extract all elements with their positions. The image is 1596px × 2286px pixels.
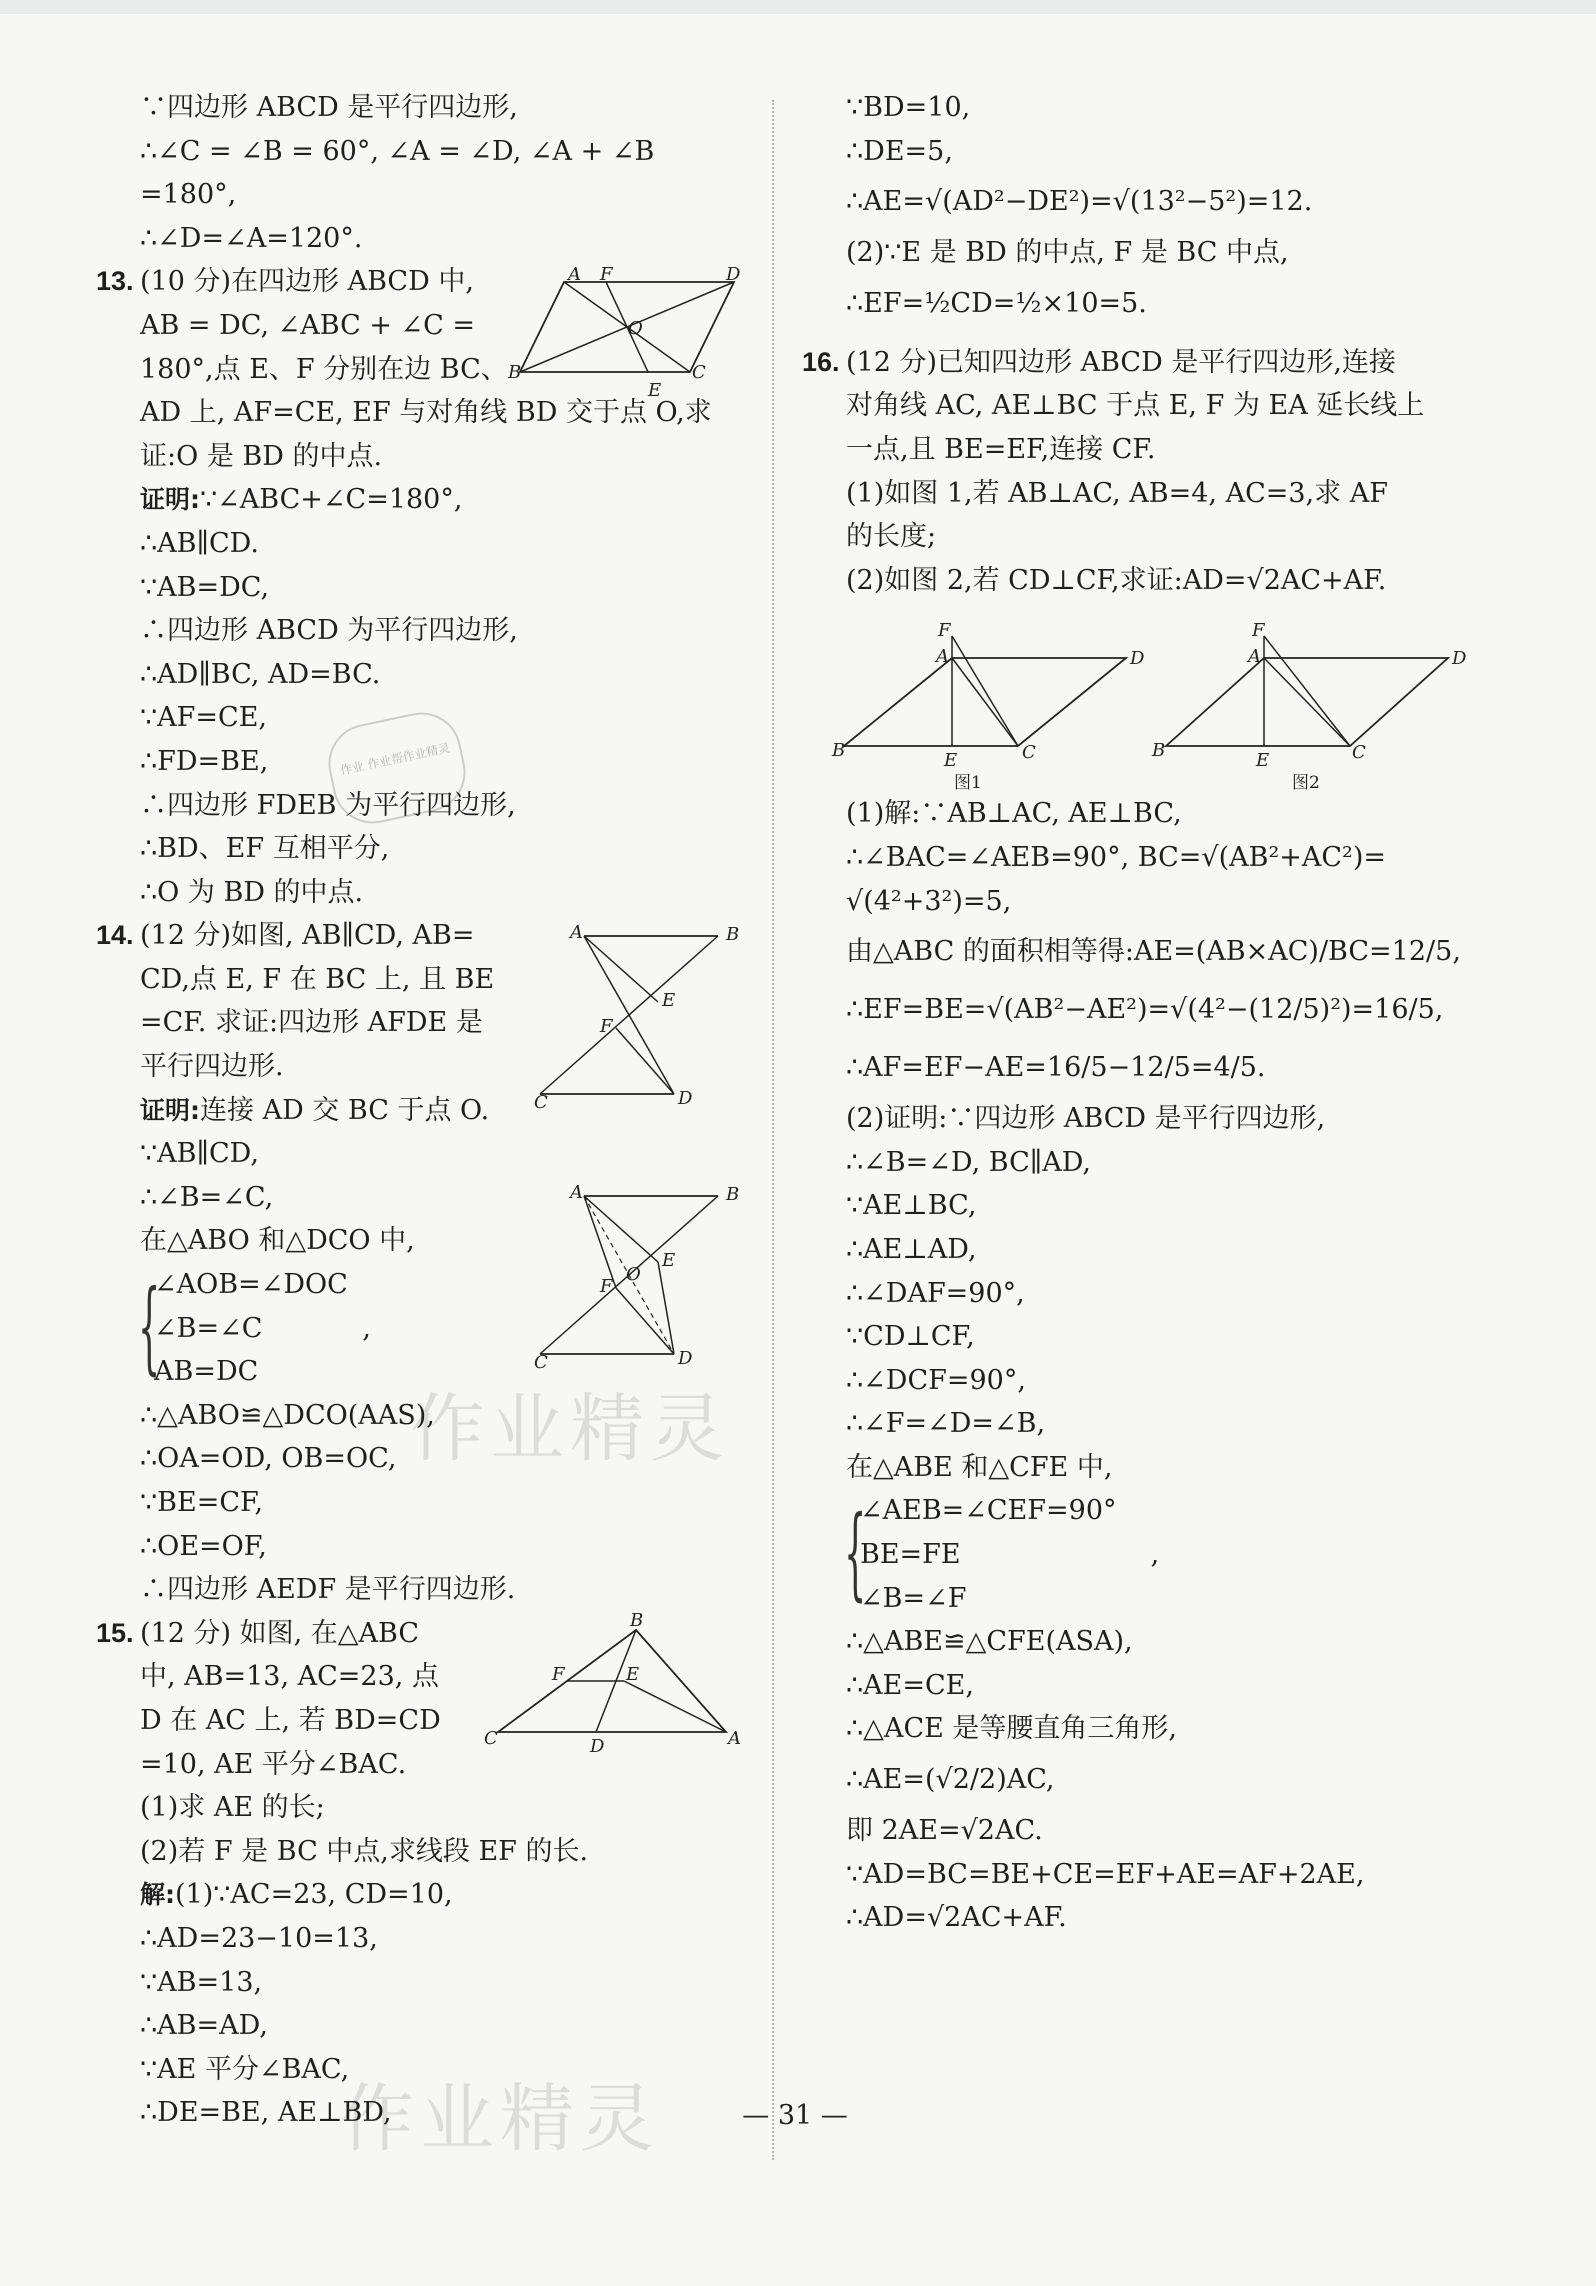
q16-proof-line: ∴∠F=∠D=∠B, bbox=[846, 1408, 1046, 1440]
q14-proof-line: ∵AB∥CD, bbox=[140, 1138, 259, 1170]
svg-text:B: B bbox=[726, 1184, 740, 1205]
q15-cont-line: ∴AE=√(AD²−DE²)=√(13²−5²)=12. bbox=[846, 186, 1313, 218]
svg-text:D: D bbox=[1130, 648, 1145, 669]
column-divider bbox=[772, 100, 774, 2160]
q16-proof-line: ∴△ACE 是等腰直角三角形, bbox=[846, 1713, 1177, 1745]
q16-statement-line: 16. (12 分)已知四边形 ABCD 是平行四边形,连接 bbox=[846, 341, 1466, 385]
svg-text:C: C bbox=[534, 1352, 548, 1373]
q15-solution-line: ∵AE 平分∠BAC, bbox=[140, 2053, 350, 2085]
q16-solution-line: ∴AF=EF−AE=16/5−12/5=4/5. bbox=[846, 1052, 1266, 1084]
svg-text:E: E bbox=[648, 380, 662, 401]
q16-proof-line: ∵AE⊥BC, bbox=[846, 1190, 977, 1222]
q13-statement-line: 13. (10 分)在四边形 ABCD 中, bbox=[140, 260, 740, 304]
stamp-logo: 作业 作业帮作业精灵 bbox=[321, 705, 473, 831]
q14-proof-line: 在△ABO 和△DCO 中, bbox=[140, 1225, 415, 1257]
q16-solution-line: ∴EF=BE=√(AB²−AE²)=√(4²−(12/5)²)=16/5, bbox=[846, 994, 1444, 1026]
q14-figure-1 bbox=[528, 918, 748, 1112]
svg-text:A: A bbox=[570, 1182, 583, 1203]
svg-text:D: D bbox=[678, 1088, 693, 1109]
q16-proof-line: ∴△ABE≌△CFE(ASA), bbox=[846, 1626, 1133, 1658]
q16-proof-line: 即 2AE=√2AC. bbox=[846, 1815, 1043, 1847]
q15-statement-line: (2)若 F 是 BC 中点,求线段 EF 的长. bbox=[140, 1835, 589, 1867]
q14-proof-line: ∵BE=CF, bbox=[140, 1487, 264, 1518]
svg-text:C: C bbox=[484, 1728, 498, 1749]
system-line: BE=FE , bbox=[860, 1539, 1160, 1571]
q15-statement-line: D 在 AC 上, 若 BD=CD bbox=[140, 1704, 441, 1736]
q14-figure-2 bbox=[528, 1178, 748, 1372]
q13-number: 13. bbox=[96, 266, 134, 297]
q16-solution-line: ∴∠BAC=∠AEB=90°, BC=√(AB²+AC²)= bbox=[846, 841, 1387, 873]
q16-proof-line: (2)证明:∵四边形 ABCD 是平行四边形, bbox=[846, 1103, 1326, 1135]
q16-proof-line: ∴AE=CE, bbox=[846, 1669, 974, 1701]
svg-text:F: F bbox=[600, 1276, 613, 1297]
svg-text:E: E bbox=[662, 1250, 676, 1271]
system-line: ∠AEB=∠CEF=90° bbox=[860, 1495, 1117, 1527]
text-line: ∵四边形 ABCD 是平行四边形, bbox=[140, 92, 518, 123]
watermark: 作业精灵 bbox=[410, 1386, 730, 1472]
q16-statement-line: 的长度; bbox=[846, 521, 937, 553]
system-line: ∠B=∠F bbox=[860, 1582, 967, 1614]
q16-statement-line: 对角线 AC, AE⊥BC 于点 E, F 为 EA 延长线上 bbox=[846, 390, 1425, 422]
q16-equation-system bbox=[846, 1489, 1466, 1620]
q16-proof-line: ∴AE⊥AD, bbox=[846, 1233, 977, 1265]
q16-solution-line: (1)解:∵AB⊥AC, AE⊥BC, bbox=[846, 798, 1182, 830]
svg-text:C: C bbox=[534, 1092, 548, 1113]
q16-figure-2 bbox=[1148, 616, 1468, 800]
q13-statement-line: AB = DC, ∠ABC + ∠C = bbox=[140, 309, 476, 341]
q13-proof-line: ∴四边形 FDEB 为平行四边形, bbox=[140, 789, 516, 821]
q13-proof-line: ∴AD∥BC, AD=BC. bbox=[140, 658, 381, 690]
q13-proof-line: ∴O 为 BD 的中点. bbox=[140, 876, 364, 908]
q14-proof-line: ∴△ABO≌△DCO(AAS), bbox=[140, 1399, 435, 1431]
right-column bbox=[802, 86, 1466, 1940]
q15-cont-line: ∵BD=10, bbox=[846, 92, 971, 123]
q13-proof-line: ∴FD=BE, bbox=[140, 745, 269, 777]
q15-statement-line: (1)求 AE 的长; bbox=[140, 1792, 325, 1824]
text-line: ∴∠D=∠A=120°. bbox=[140, 222, 363, 254]
q13-proof-line: ∵AF=CE, bbox=[140, 702, 267, 734]
svg-text:F: F bbox=[1252, 620, 1265, 641]
q16-solution-line: 由△ABC 的面积相等得:AE=(AB×AC)/BC=12/5, bbox=[846, 936, 1461, 968]
q16-proof-line: ∴∠DCF=90°, bbox=[846, 1364, 1026, 1396]
svg-text:B: B bbox=[630, 1610, 644, 1631]
text-line: =180°, bbox=[140, 179, 237, 211]
svg-text:C: C bbox=[1022, 742, 1036, 763]
svg-text:图2: 图2 bbox=[1292, 773, 1320, 793]
q16-figure-1 bbox=[826, 616, 1146, 800]
q16-proof-line: ∴AE=(√2/2)AC, bbox=[846, 1764, 1055, 1796]
q14-statement-line: 14. (12 分)如图, AB∥CD, AB= bbox=[140, 914, 740, 958]
q15-figure bbox=[484, 1610, 744, 1758]
q15-number: 15. bbox=[96, 1617, 134, 1648]
q15-cont-line: ∴EF=½CD=½×10=5. bbox=[846, 287, 1147, 319]
q14-proof-line: ∴OA=OD, OB=OC, bbox=[140, 1443, 397, 1475]
svg-text:B: B bbox=[1152, 740, 1166, 761]
page-top-border bbox=[0, 0, 1596, 14]
q13-proof-line: 证明:∵∠ABC+∠C=180°, bbox=[140, 484, 463, 516]
q16-number: 16. bbox=[802, 346, 840, 377]
q15-solution-line: ∴AD=23−10=13, bbox=[140, 1922, 378, 1954]
q16-statement-line: (1)如图 1,若 AB⊥AC, AB=4, AC=3,求 AF bbox=[846, 477, 1388, 509]
q13-figure bbox=[508, 264, 750, 402]
q16-proof-line: ∴∠DAF=90°, bbox=[846, 1277, 1025, 1309]
q15-statement-line: =10, AE 平分∠BAC. bbox=[140, 1748, 407, 1780]
svg-text:F: F bbox=[552, 1664, 565, 1685]
system-line: AB=DC bbox=[154, 1356, 259, 1388]
q16-proof-line: ∵CD⊥CF, bbox=[846, 1321, 975, 1353]
q15-statement-line: 15. (12 分) 如图, 在△ABC bbox=[140, 1612, 740, 1656]
q14-number: 14. bbox=[96, 920, 134, 951]
svg-text:B: B bbox=[832, 740, 846, 761]
text-line: ∴∠C = ∠B = 60°, ∠A = ∠D, ∠A + ∠B bbox=[140, 135, 655, 167]
q14-statement-line: 平行四边形. bbox=[140, 1051, 284, 1083]
q14-proof-line: ∴∠B=∠C, bbox=[140, 1181, 274, 1213]
svg-text:O: O bbox=[628, 318, 643, 339]
brace-icon: { bbox=[138, 1268, 161, 1386]
svg-text:D: D bbox=[726, 264, 741, 285]
q16-proof-line: ∵AD=BC=BE+CE=EF+AE=AF+2AE, bbox=[846, 1858, 1365, 1890]
svg-text:D: D bbox=[1452, 648, 1467, 669]
q16-proof-line: ∴∠B=∠D, BC∥AD, bbox=[846, 1146, 1091, 1178]
q13-proof-line: ∴BD、EF 互相平分, bbox=[140, 833, 390, 865]
q14-statement-line: =CF. 求证:四边形 AFDE 是 bbox=[140, 1007, 483, 1039]
q14-statement-line: CD,点 E, F 在 BC 上, 且 BE bbox=[140, 963, 495, 995]
svg-text:O: O bbox=[626, 1264, 641, 1285]
svg-text:F: F bbox=[938, 620, 951, 641]
svg-text:D: D bbox=[678, 1348, 693, 1369]
svg-text:F: F bbox=[600, 264, 613, 285]
q13-statement-line: 180°,点 E、F 分别在边 BC、 bbox=[140, 353, 508, 385]
q16-solution-line: √(4²+3²)=5, bbox=[846, 885, 1012, 917]
svg-text:A: A bbox=[936, 646, 949, 667]
brace-icon: { bbox=[844, 1494, 867, 1612]
q15-cont-line: ∴DE=5, bbox=[846, 135, 953, 167]
q16-proof-line: ∴AD=√2AC+AF. bbox=[846, 1902, 1067, 1934]
svg-text:E: E bbox=[662, 990, 676, 1011]
q13-statement-line: 证:O 是 BD 的中点. bbox=[140, 440, 383, 472]
watermark: 作业精灵 bbox=[340, 2076, 660, 2162]
svg-text:A: A bbox=[1248, 646, 1261, 667]
svg-text:C: C bbox=[692, 362, 706, 383]
system-line: ∠AOB=∠DOC bbox=[154, 1269, 348, 1301]
svg-text:F: F bbox=[600, 1016, 613, 1037]
q14-proof-line: ∴OE=OF, bbox=[140, 1530, 267, 1562]
q15-statement-line: 中, AB=13, AC=23, 点 bbox=[140, 1661, 439, 1693]
svg-text:C: C bbox=[1352, 742, 1366, 763]
svg-text:A: A bbox=[728, 1728, 741, 1749]
q16-proof-line: 在△ABE 和△CFE 中, bbox=[846, 1451, 1113, 1483]
q15-solution-line: 解:(1)∵AC=23, CD=10, bbox=[140, 1879, 453, 1911]
svg-text:A: A bbox=[568, 264, 581, 285]
q16-statement-line: (2)如图 2,若 CD⊥CF,求证:AD=√2AC+AF. bbox=[846, 564, 1387, 596]
svg-text:E: E bbox=[944, 750, 958, 771]
q13-proof-line: ∴AB∥CD. bbox=[140, 527, 259, 559]
svg-text:D: D bbox=[590, 1736, 605, 1757]
svg-text:E: E bbox=[626, 1664, 640, 1685]
q13-proof-line: ∵AB=DC, bbox=[140, 571, 270, 603]
q15-cont-line: (2)∵E 是 BD 的中点, F 是 BC 中点, bbox=[846, 237, 1289, 269]
q15-solution-line: ∴AB=AD, bbox=[140, 2010, 268, 2042]
svg-text:B: B bbox=[508, 362, 522, 383]
svg-text:B: B bbox=[726, 924, 740, 945]
svg-text:A: A bbox=[570, 922, 583, 943]
q13-statement-line: AD 上, AF=CE, EF 与对角线 BD 交于点 O,求 bbox=[140, 397, 712, 429]
system-line: ∠B=∠C , bbox=[154, 1312, 371, 1344]
svg-text:E: E bbox=[1256, 750, 1270, 771]
q15-solution-line: ∴DE=BE, AE⊥BD, bbox=[140, 2097, 392, 2129]
q14-proof-line: 证明:连接 AD 交 BC 于点 O. bbox=[140, 1094, 490, 1126]
page-number: — 31 — bbox=[742, 2100, 848, 2131]
q16-statement-line: 一点,且 BE=EF,连接 CF. bbox=[846, 433, 1156, 465]
svg-text:图1: 图1 bbox=[954, 773, 982, 793]
q15-solution-line: ∵AB=13, bbox=[140, 1966, 263, 1998]
q13-proof-line: ∴四边形 ABCD 为平行四边形, bbox=[140, 615, 518, 647]
q14-proof-line: ∴四边形 AEDF 是平行四边形. bbox=[140, 1574, 516, 1606]
